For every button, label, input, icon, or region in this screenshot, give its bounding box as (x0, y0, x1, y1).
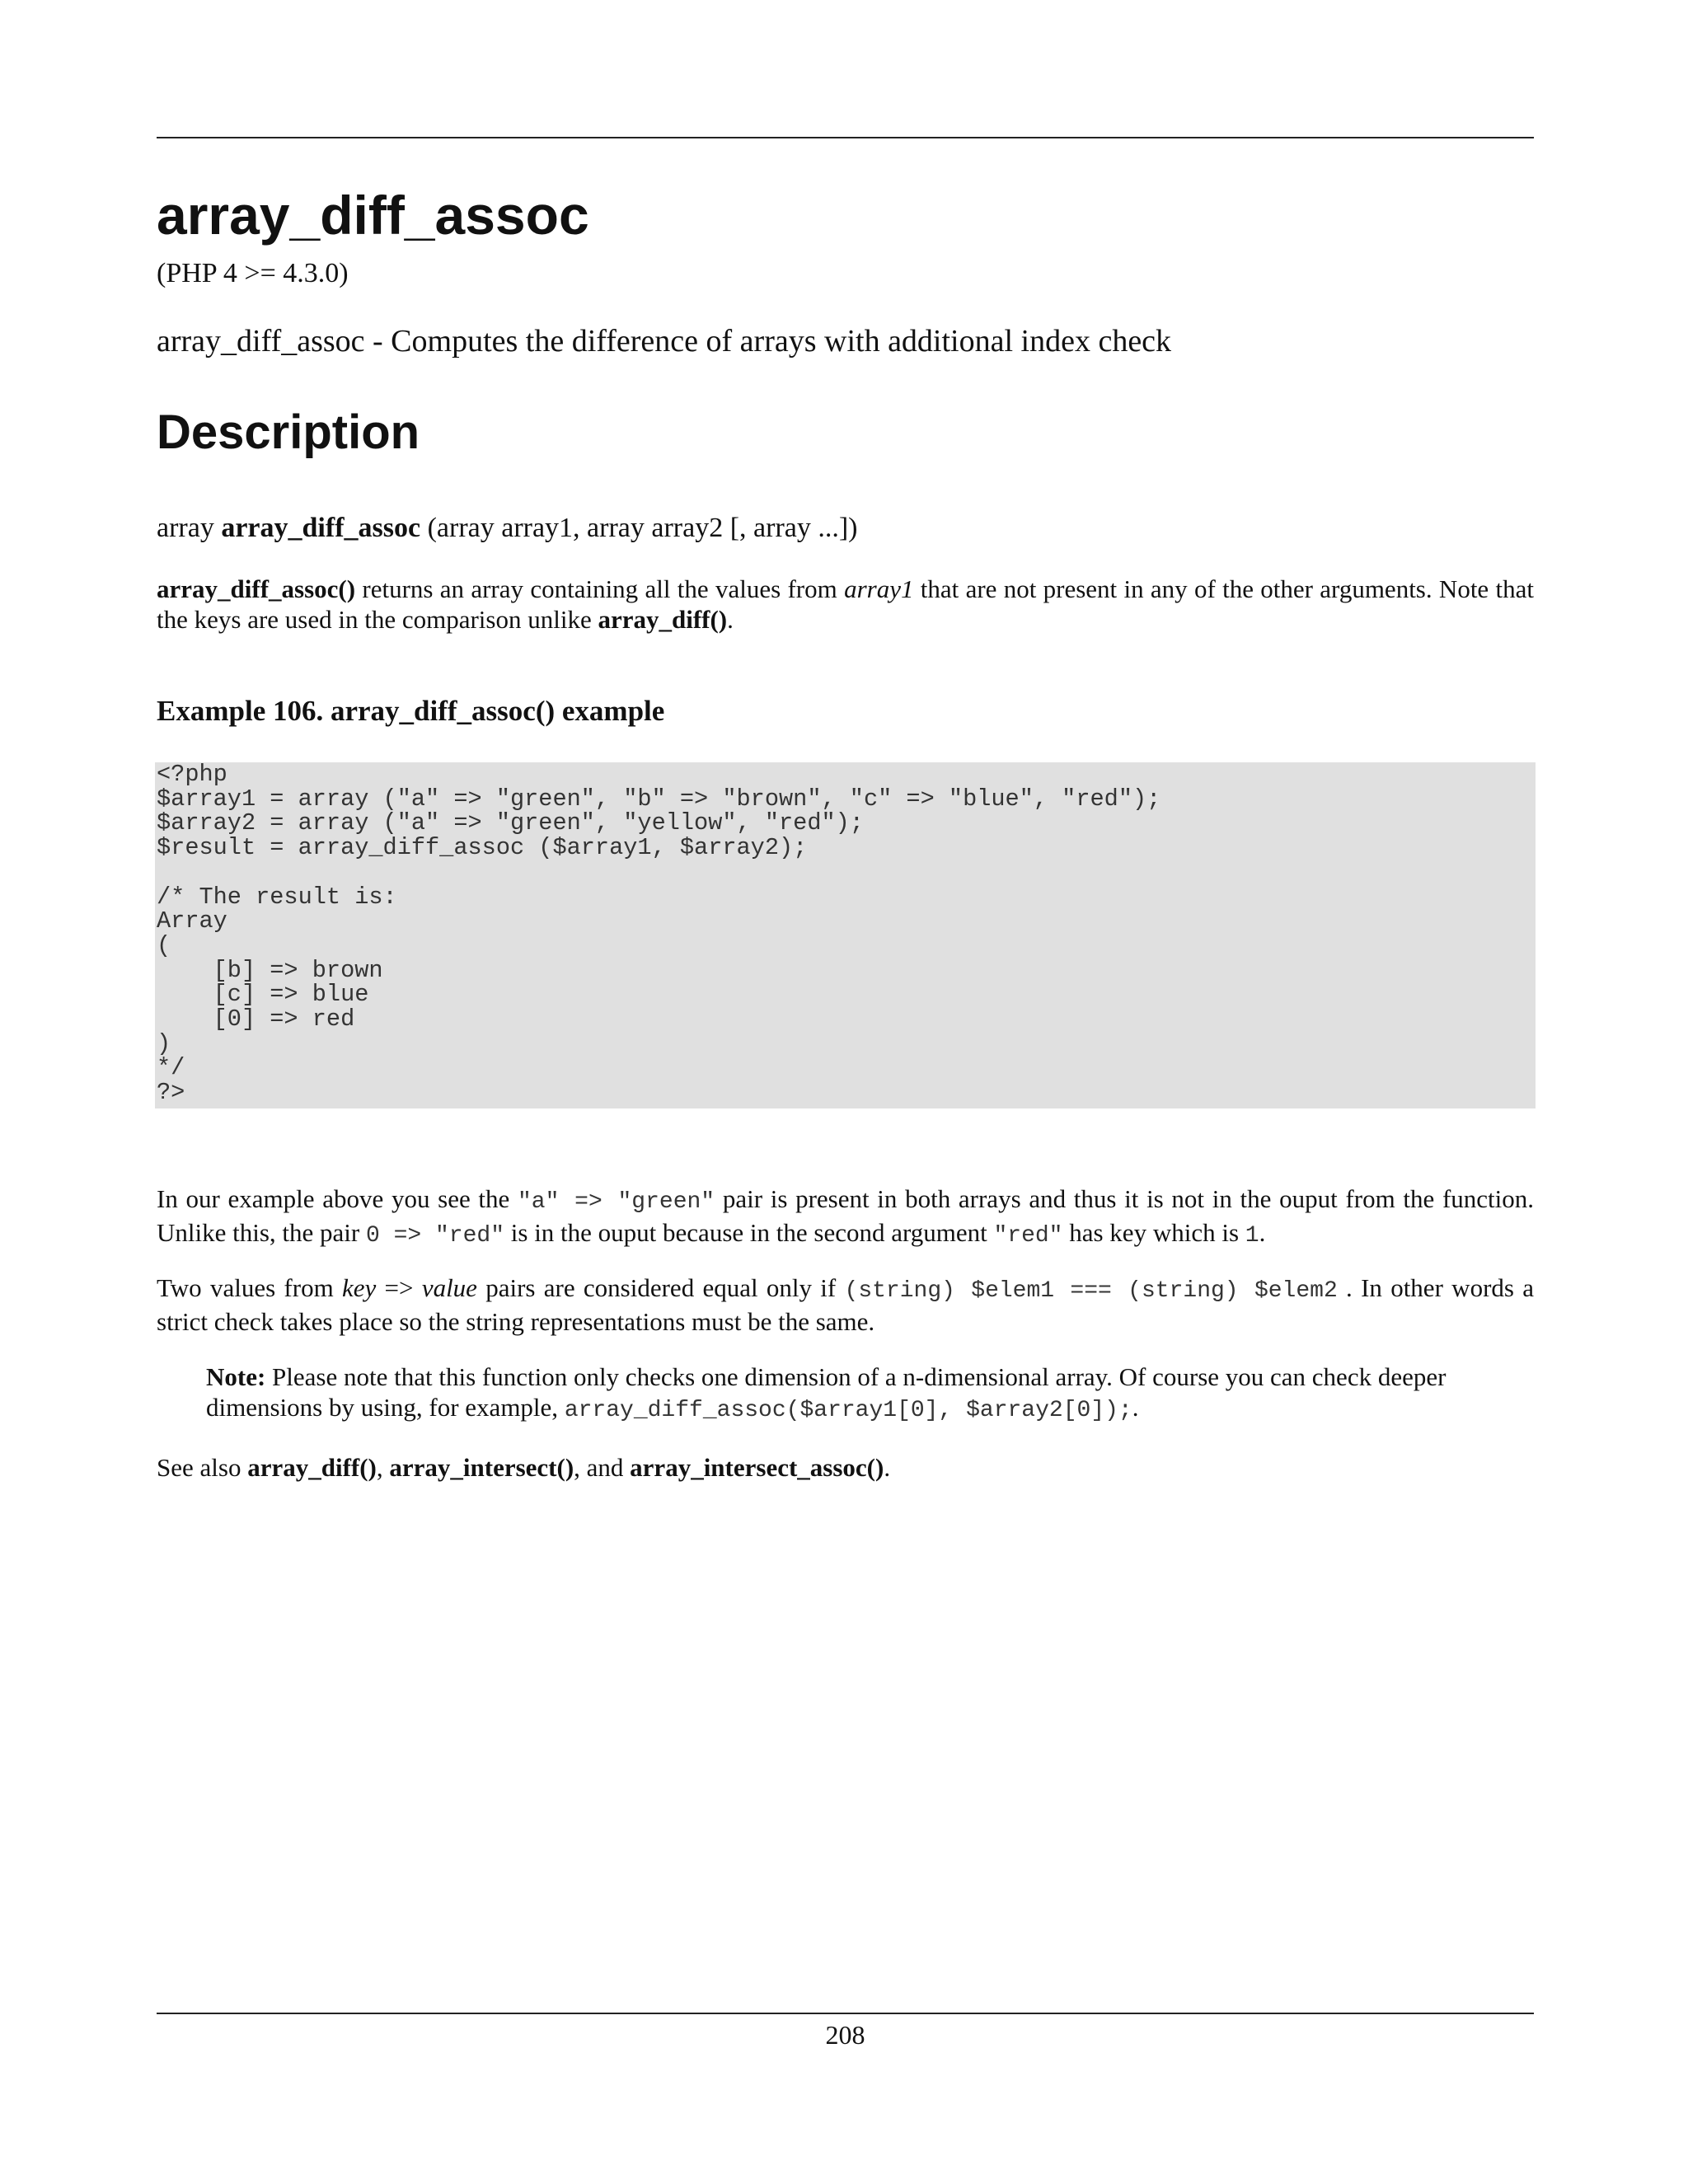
see-also-link-array-diff[interactable]: array_diff() (247, 1453, 377, 1482)
text: In our example above you see the (157, 1184, 518, 1213)
function-synopsis (157, 513, 858, 543)
text: returns an array containing all the values from (355, 574, 845, 603)
example-code-block (155, 762, 1536, 1108)
synopsis-function-name: array_diff_assoc (221, 513, 421, 543)
text: See also (157, 1453, 248, 1482)
inline-code: (string) $elem1 === (string) $elem2 (844, 1278, 1338, 1304)
text: that are not present in any of the other arguments. Note that the keys are used in the comparison unlike (157, 574, 1534, 634)
text: . (1132, 1393, 1139, 1422)
inline-code: array_diff_assoc($array1[0], $array2[0]); (564, 1398, 1132, 1423)
function-ref: array_diff_assoc() (157, 574, 356, 603)
inline-code: 1 (1245, 1223, 1259, 1249)
text: Two values from (157, 1273, 342, 1302)
synopsis-return-type: array (157, 513, 214, 543)
text: pair is present in both arrays and thus it is not in the ouput from the function. Unlike this, the pair (157, 1184, 1534, 1247)
footer-rule (157, 2013, 1534, 2014)
inline-code: "red" (993, 1223, 1063, 1249)
example-code: <?php $array1 = array ("a" => "green", "b" => "brown", "c" => "blue", "red"); $array2 = array ("a" => "green", "yellow", "red"); $result = array_diff_assoc ($array1, $array2); /* The result is: Array ( [b] => brown [c] => blue [0] => red ) */ ?> (157, 761, 1161, 1107)
inline-code: 0 => "red" (365, 1223, 505, 1249)
text: is in the ouput because in the second argument (504, 1218, 994, 1247)
text: . In other words a strict check takes place so the string representations must be the same. (157, 1273, 1534, 1336)
text: , and (574, 1453, 631, 1482)
comparison-paragraph (157, 1272, 1534, 1337)
page-title: array_diff_assoc (157, 185, 589, 246)
text: => (376, 1273, 422, 1302)
explanation-paragraph (157, 1183, 1534, 1251)
inline-code: "a" => "green" (517, 1189, 715, 1215)
version-info: (PHP 4 >= 4.3.0) (157, 258, 349, 288)
see-also (157, 1452, 1534, 1483)
see-also-link-array-intersect-assoc[interactable]: array_intersect_assoc() (630, 1453, 884, 1482)
header-rule (157, 137, 1534, 138)
text: , (376, 1453, 390, 1482)
text: Please note that this function only checks one dimension of a n-dimensional array. Of course you can check deeper dimensions by using, for example, (206, 1362, 1447, 1422)
function-purpose: array_diff_assoc - Computes the difference of arrays with additional index check (157, 324, 1172, 359)
page-number: 208 (825, 2020, 865, 2050)
text: . (884, 1453, 891, 1482)
description-paragraph (157, 574, 1534, 635)
note-box (206, 1361, 1492, 1426)
emphasis-key: key (341, 1273, 377, 1302)
synopsis-params: (array array1, array array2 [, array ...]) (427, 513, 858, 543)
text: pairs are considered equal only if (476, 1273, 845, 1302)
document-page (157, 0, 1534, 2184)
text: has key which is (1062, 1218, 1245, 1247)
function-link-array-diff[interactable]: array_diff() (598, 605, 728, 634)
see-also-link-array-intersect[interactable]: array_intersect() (389, 1453, 574, 1482)
description-heading: Description (157, 405, 420, 459)
text: . (1259, 1218, 1266, 1247)
emphasis-value: value (421, 1273, 477, 1302)
example-title: Example 106. array_diff_assoc() example (157, 695, 665, 727)
parameter-ref: array1 (844, 574, 914, 603)
text: . (727, 605, 734, 634)
note-label: Note: (206, 1362, 266, 1391)
